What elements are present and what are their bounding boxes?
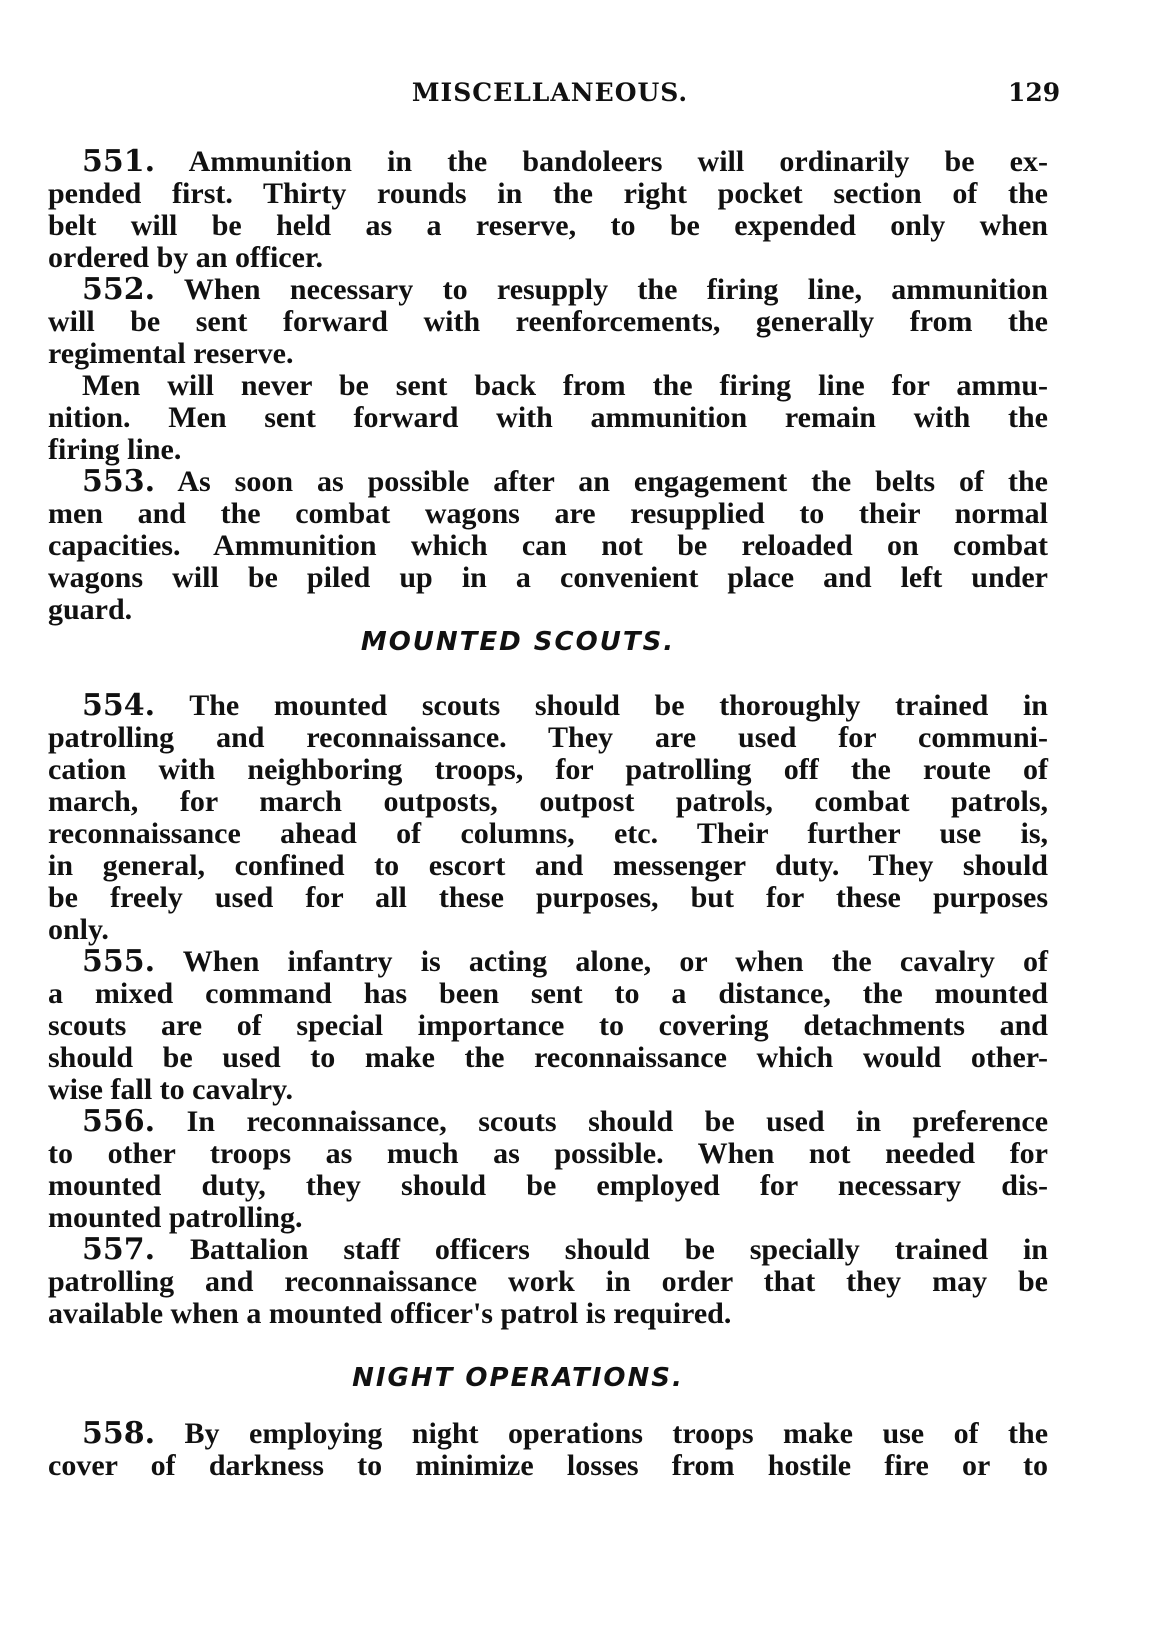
line-text: The mounted scouts should be thoroughly trained in — [189, 689, 1048, 722]
text-line — [48, 530, 1048, 562]
line-text: Men will never be sent back from the firing line for ammu- — [82, 369, 1048, 402]
text-line — [48, 1298, 1048, 1330]
line-text: guard. — [48, 593, 133, 626]
line-text: in general, confined to escort and messenger duty. They should — [48, 849, 1048, 882]
paragraph-number: 553. — [82, 464, 156, 499]
chapter-title: MISCELLANEOUS. — [411, 78, 689, 107]
text-line — [48, 1106, 1048, 1138]
paragraph-number: 551. — [82, 144, 156, 179]
paragraph — [48, 946, 1048, 1106]
line-text: available when a mounted officer's patrol is required. — [48, 1297, 732, 1330]
line-text: When necessary to resupply the firing line, ammunition — [183, 273, 1048, 306]
text-line — [48, 882, 1048, 914]
line-text: patrolling and reconnaissance work in order that they may be — [48, 1265, 1048, 1298]
text-line — [48, 562, 1048, 594]
line-text: Ammunition in the bandoleers will ordinarily be ex- — [188, 145, 1048, 178]
line-text: patrolling and reconnaissance. They are used for communi- — [48, 721, 1048, 754]
text-line — [48, 1266, 1048, 1298]
paragraph-number: 555. — [82, 944, 156, 979]
line-text: men and the combat wagons are resupplied to their normal — [48, 497, 1048, 530]
line-text: cation with neighboring troops, for patrolling off the route of — [48, 753, 1048, 786]
text-line — [48, 242, 1048, 274]
line-text: reconnaissance ahead of columns, etc. Their further use is, — [48, 817, 1048, 850]
text-line — [48, 274, 1048, 306]
line-text: to other troops as much as possible. When not needed for — [48, 1137, 1048, 1170]
paragraph — [48, 690, 1048, 946]
text-line — [48, 850, 1048, 882]
line-text: only. — [48, 913, 109, 946]
paragraph-number: 554. — [82, 688, 156, 723]
text-line — [48, 1042, 1048, 1074]
line-text: When infantry is acting alone, or when the cavalry of — [182, 945, 1048, 978]
text-line — [48, 434, 1048, 466]
text-line — [48, 722, 1048, 754]
line-text: wagons will be piled up in a convenient place and left under — [48, 561, 1048, 594]
text-line — [48, 1170, 1048, 1202]
line-text: belt will be held as a reserve, to be expended only when — [48, 209, 1048, 242]
text-line — [48, 946, 1048, 978]
paragraph — [48, 1418, 1048, 1482]
paragraph-number: 558. — [82, 1416, 156, 1451]
text-line — [48, 978, 1048, 1010]
line-text: Battalion staff officers should be specially trained in — [190, 1233, 1048, 1266]
line-text: should be used to make the reconnaissance which would other- — [48, 1041, 1048, 1074]
paragraph — [48, 146, 1048, 274]
paragraph — [48, 274, 1048, 370]
spacer — [48, 1330, 1048, 1362]
text-line — [48, 498, 1048, 530]
paragraph-number: 556. — [82, 1104, 156, 1139]
text-line — [48, 1202, 1048, 1234]
text-line — [48, 594, 1048, 626]
paragraph — [48, 370, 1048, 466]
line-text: will be sent forward with reenforcements, generally from the — [48, 305, 1048, 338]
text-line — [48, 466, 1048, 498]
line-text: mounted patrolling. — [48, 1201, 303, 1234]
text-line — [48, 1450, 1048, 1482]
line-text: a mixed command has been sent to a distance, the mounted — [48, 977, 1048, 1010]
spacer — [48, 658, 1048, 690]
section-heading: MOUNTED SCOUTS. — [360, 627, 676, 657]
page-body — [48, 146, 1048, 1482]
section-heading: NIGHT OPERATIONS. — [352, 1363, 684, 1393]
line-text: march, for march outposts, outpost patrols, combat patrols, — [48, 785, 1048, 818]
text-line — [48, 1234, 1048, 1266]
text-line — [48, 754, 1048, 786]
text-line — [48, 338, 1048, 370]
text-line — [48, 818, 1048, 850]
text-line — [48, 1010, 1048, 1042]
paragraph — [48, 1234, 1048, 1330]
line-text: pended first. Thirty rounds in the right pocket section of the — [48, 177, 1048, 210]
line-text: be freely used for all these purposes, but for these purposes — [48, 881, 1048, 914]
text-line — [48, 306, 1048, 338]
paragraph — [48, 466, 1048, 626]
line-text: wise fall to cavalry. — [48, 1073, 293, 1106]
line-text: ordered by an officer. — [48, 241, 323, 274]
line-text: firing line. — [48, 433, 182, 466]
text-line — [48, 370, 1048, 402]
text-line — [48, 1138, 1048, 1170]
paragraph — [48, 1106, 1048, 1234]
text-line — [48, 1074, 1048, 1106]
line-text: regimental reserve. — [48, 337, 294, 370]
text-line — [48, 210, 1048, 242]
text-line — [48, 146, 1048, 178]
text-line — [48, 1418, 1048, 1450]
text-line — [48, 402, 1048, 434]
spacer — [48, 1394, 1048, 1418]
line-text: By employing night operations troops make use of the — [184, 1417, 1049, 1450]
line-text: capacities. Ammunition which can not be reloaded on combat — [48, 529, 1048, 562]
text-line — [48, 786, 1048, 818]
running-head — [0, 78, 1176, 114]
line-text: scouts are of special importance to covering detachments and — [48, 1009, 1048, 1042]
page-number: 129 — [1008, 78, 1061, 107]
line-text: In reconnaissance, scouts should be used in preference — [186, 1105, 1049, 1138]
line-text: As soon as possible after an engagement the belts of the — [177, 465, 1048, 498]
line-text: cover of darkness to minimize losses from hostile fire or to — [48, 1449, 1048, 1482]
line-text: mounted duty, they should be employed for necessary dis- — [48, 1169, 1048, 1202]
paragraph-number: 557. — [82, 1232, 156, 1267]
text-line — [48, 690, 1048, 722]
text-line — [48, 178, 1048, 210]
paragraph-number: 552. — [82, 272, 156, 307]
line-text: nition. Men sent forward with ammunition remain with the — [48, 401, 1048, 434]
text-line — [48, 914, 1048, 946]
